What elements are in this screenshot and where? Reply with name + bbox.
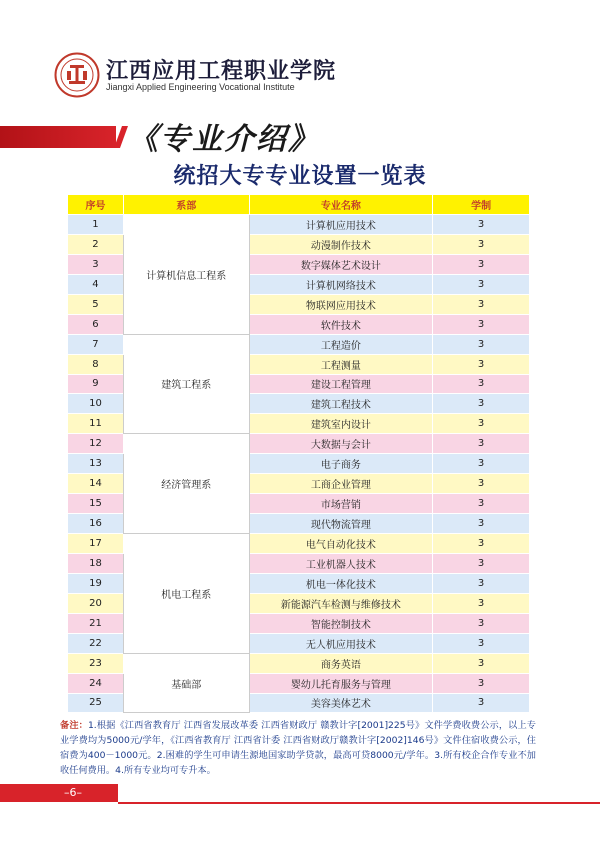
cell-years: 3 <box>433 274 530 294</box>
section-title: 《专业介绍》 <box>128 122 320 157</box>
cell-no: 6 <box>68 314 124 334</box>
cell-no: 4 <box>68 274 124 294</box>
cell-years: 3 <box>433 434 530 454</box>
cell-years: 3 <box>433 593 530 613</box>
cell-years: 3 <box>433 234 530 254</box>
cell-major: 大数据与会计 <box>249 434 433 454</box>
cell-no: 25 <box>68 693 124 713</box>
cell-years: 3 <box>433 514 530 534</box>
cell-years: 3 <box>433 613 530 633</box>
table-row <box>68 653 530 673</box>
cell-years: 3 <box>433 454 530 474</box>
cell-department: 经济管理系 <box>123 434 249 534</box>
cell-years: 3 <box>433 354 530 374</box>
cell-no: 10 <box>68 394 124 414</box>
cell-major: 新能源汽车检测与维修技术 <box>249 593 433 613</box>
cell-years: 3 <box>433 394 530 414</box>
cell-department: 机电工程系 <box>123 534 249 654</box>
cell-major: 建筑室内设计 <box>249 414 433 434</box>
notes-text: 1.根据《江西省教育厅 江西省发展改革委 江西省财政厅 赣教计字[2001]225号》文件学费收费公示，以上专业学费均为5000元/学年，《江西省教育厅 江西省计委 江西省财政厅赣教计字[2002]146号》文件住宿收费公示，住宿费为400－1000元。2.困难的学生可申请生源地国家助学贷款，最高可贷8000元/学年。3.所有校企合作专业不加收任何费用。4.所有专业均可专升本。 <box>60 720 536 776</box>
cell-years: 3 <box>433 494 530 514</box>
cell-major: 美容美体艺术 <box>249 693 433 713</box>
section-banner-accent <box>114 126 128 148</box>
table-row <box>68 215 530 235</box>
cell-no: 16 <box>68 514 124 534</box>
cell-years: 3 <box>433 633 530 653</box>
cell-no: 20 <box>68 593 124 613</box>
cell-major: 软件技术 <box>249 314 433 334</box>
cell-major: 物联网应用技术 <box>249 294 433 314</box>
cell-no: 9 <box>68 374 124 394</box>
cell-major: 现代物流管理 <box>249 514 433 534</box>
cell-no: 11 <box>68 414 124 434</box>
header-major: 专业名称 <box>249 195 433 215</box>
school-name-cn: 江西应用工程职业学院 <box>106 58 337 84</box>
cell-years: 3 <box>433 534 530 554</box>
cell-major: 商务英语 <box>249 653 433 673</box>
cell-major: 市场营销 <box>249 494 433 514</box>
cell-major: 电子商务 <box>249 454 433 474</box>
cell-no: 1 <box>68 215 124 235</box>
cell-no: 12 <box>68 434 124 454</box>
cell-no: 5 <box>68 294 124 314</box>
cell-major: 数字媒体艺术设计 <box>249 254 433 274</box>
cell-no: 15 <box>68 494 124 514</box>
cell-no: 13 <box>68 454 124 474</box>
cell-years: 3 <box>433 553 530 573</box>
school-name-en: Jiangxi Applied Engineering Vocational Institute <box>106 82 295 92</box>
table-title: 统招大专专业设置一览表 <box>173 164 427 189</box>
cell-no: 19 <box>68 573 124 593</box>
cell-major: 建设工程管理 <box>249 374 433 394</box>
cell-major: 无人机应用技术 <box>249 633 433 653</box>
cell-major: 工商企业管理 <box>249 474 433 494</box>
cell-major: 工程造价 <box>249 334 433 354</box>
cell-major: 计算机网络技术 <box>249 274 433 294</box>
cell-no: 21 <box>68 613 124 633</box>
page-number: –6– <box>0 784 118 802</box>
cell-no: 22 <box>68 633 124 653</box>
cell-years: 3 <box>433 573 530 593</box>
cell-years: 3 <box>433 653 530 673</box>
cell-no: 14 <box>68 474 124 494</box>
cell-major: 建筑工程技术 <box>249 394 433 414</box>
cell-department: 计算机信息工程系 <box>123 215 249 335</box>
table-header-row <box>68 195 530 215</box>
cell-years: 3 <box>433 294 530 314</box>
cell-department: 建筑工程系 <box>123 334 249 434</box>
table-row <box>68 434 530 454</box>
footer-line <box>118 802 600 804</box>
table-row <box>68 534 530 554</box>
cell-years: 3 <box>433 693 530 713</box>
notes <box>60 718 536 778</box>
section-banner-bar <box>0 126 116 148</box>
cell-major: 电气自动化技术 <box>249 534 433 554</box>
cell-no: 23 <box>68 653 124 673</box>
cell-major: 机电一体化技术 <box>249 573 433 593</box>
table-row <box>68 334 530 354</box>
cell-no: 8 <box>68 354 124 374</box>
cell-years: 3 <box>433 673 530 693</box>
cell-years: 3 <box>433 374 530 394</box>
cell-years: 3 <box>433 215 530 235</box>
cell-years: 3 <box>433 254 530 274</box>
cell-major: 工程测量 <box>249 354 433 374</box>
cell-major: 计算机应用技术 <box>249 215 433 235</box>
header-no: 序号 <box>68 195 124 215</box>
cell-years: 3 <box>433 474 530 494</box>
header-years: 学制 <box>433 195 530 215</box>
cell-major: 工业机器人技术 <box>249 553 433 573</box>
cell-years: 3 <box>433 414 530 434</box>
cell-no: 3 <box>68 254 124 274</box>
school-seal-logo <box>54 52 100 98</box>
cell-department: 基础部 <box>123 653 249 713</box>
cell-no: 18 <box>68 553 124 573</box>
cell-major: 婴幼儿托育服务与管理 <box>249 673 433 693</box>
cell-major: 动漫制作技术 <box>249 234 433 254</box>
cell-major: 智能控制技术 <box>249 613 433 633</box>
cell-no: 2 <box>68 234 124 254</box>
header-department: 系部 <box>123 195 249 215</box>
cell-no: 24 <box>68 673 124 693</box>
major-table <box>67 194 530 713</box>
cell-years: 3 <box>433 314 530 334</box>
notes-label: 备注： <box>60 720 88 731</box>
cell-no: 7 <box>68 334 124 354</box>
cell-no: 17 <box>68 534 124 554</box>
cell-years: 3 <box>433 334 530 354</box>
